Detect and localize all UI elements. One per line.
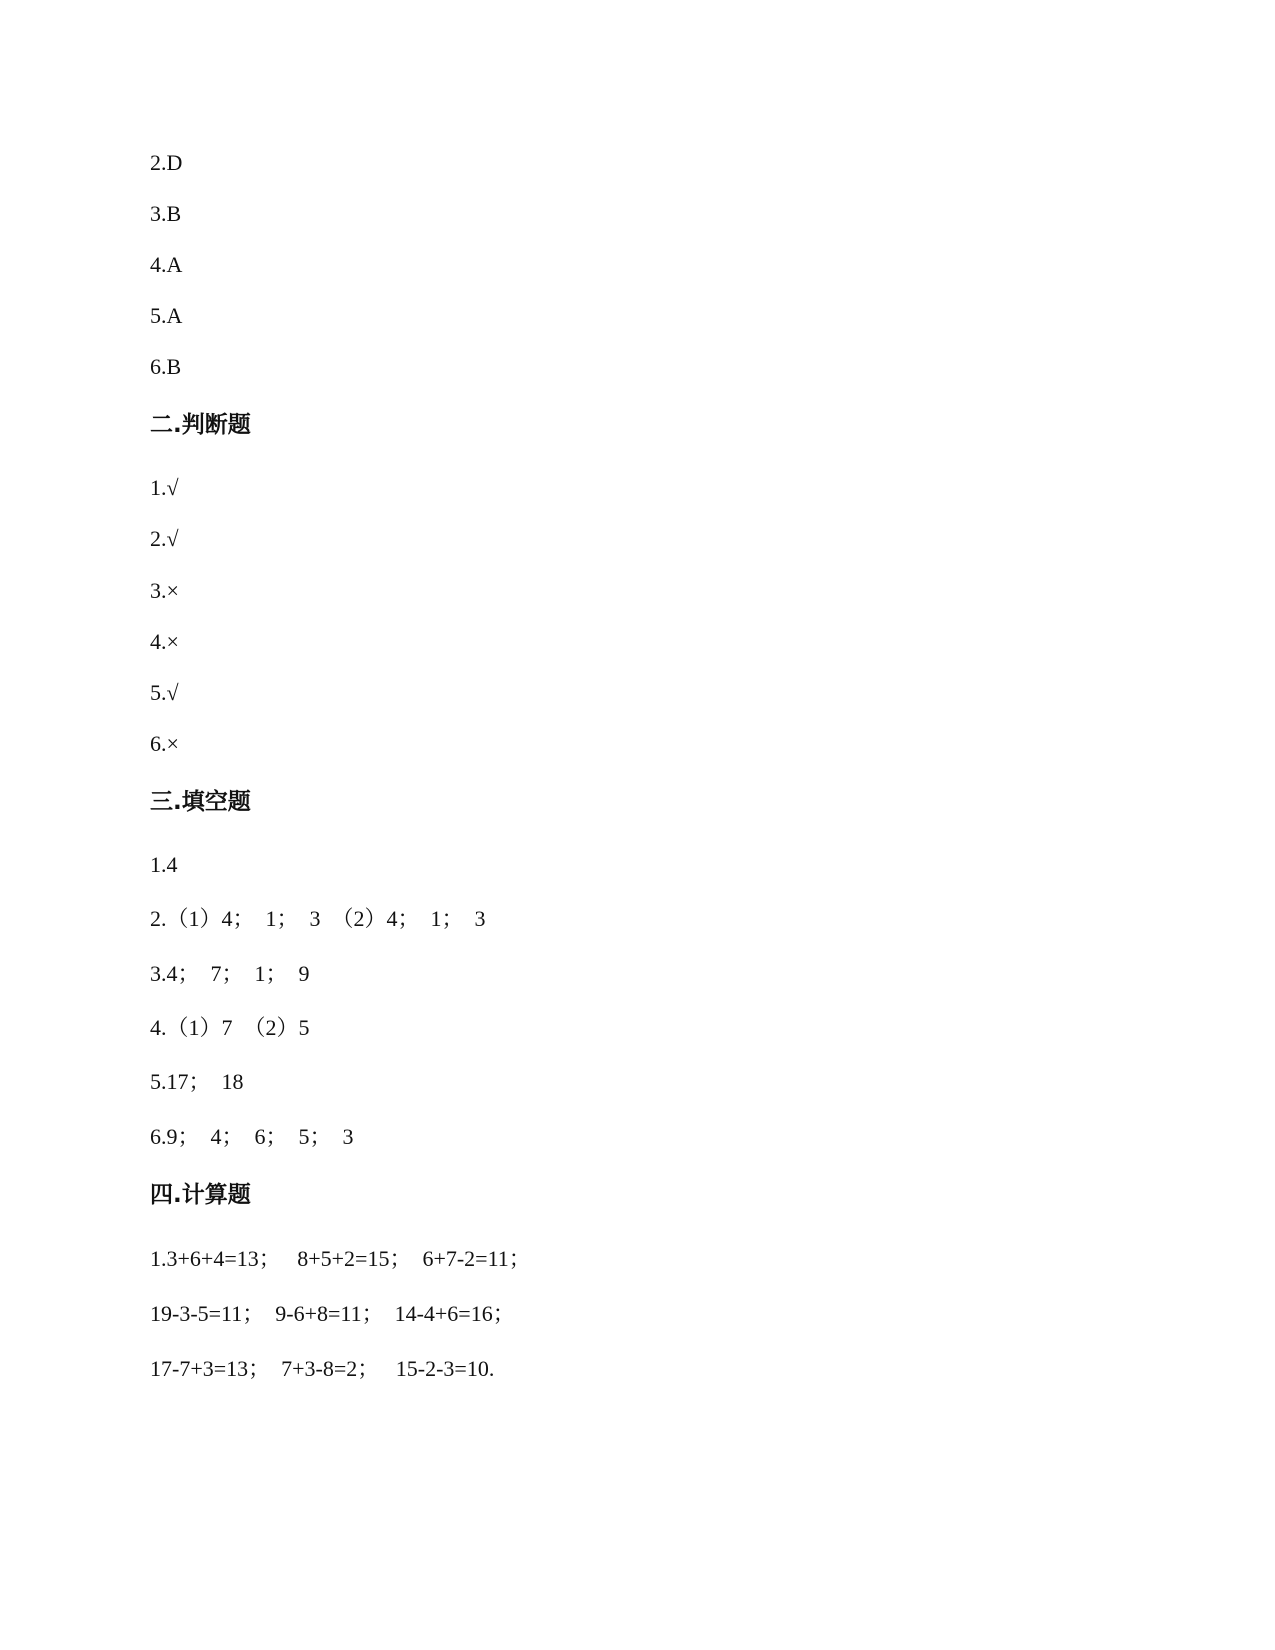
- answer-line: 1.4: [150, 852, 178, 877]
- answer-line: 4.A: [150, 252, 183, 277]
- answer-line: 5.A: [150, 303, 183, 328]
- answer-line: 1.3+6+4=13； 8+5+2=15； 6+7-2=11；: [150, 1246, 531, 1271]
- answer-line: 2.（1）4； 1； 3 （2）4； 1； 3: [150, 906, 486, 931]
- answer-line: 3.×: [150, 578, 179, 603]
- answer-line: 6.×: [150, 731, 179, 756]
- answer-line: 4.（1）7 （2）5: [150, 1015, 310, 1040]
- answer-line: 5.√: [150, 680, 179, 705]
- section-heading-calculation: 四.计算题: [150, 1182, 251, 1208]
- answer-line: 19-3-5=11； 9-6+8=11； 14-4+6=16；: [150, 1301, 515, 1326]
- answer-line: 6.B: [150, 354, 182, 379]
- answer-line: 1.√: [150, 475, 179, 500]
- section-heading-judgement: 二.判断题: [150, 412, 251, 438]
- answer-line: 4.×: [150, 629, 179, 654]
- answer-line: 17-7+3=13； 7+3-8=2； 15-2-3=10.: [150, 1356, 495, 1381]
- answer-line: 6.9； 4； 6； 5； 3: [150, 1124, 354, 1149]
- section-heading-fill-blank: 三.填空题: [150, 789, 251, 815]
- answer-line: 5.17； 18: [150, 1069, 244, 1094]
- answer-line: 2.D: [150, 150, 183, 175]
- answer-line: 2.√: [150, 526, 179, 551]
- answer-line: 3.B: [150, 201, 182, 226]
- answer-line: 3.4； 7； 1； 9: [150, 961, 310, 986]
